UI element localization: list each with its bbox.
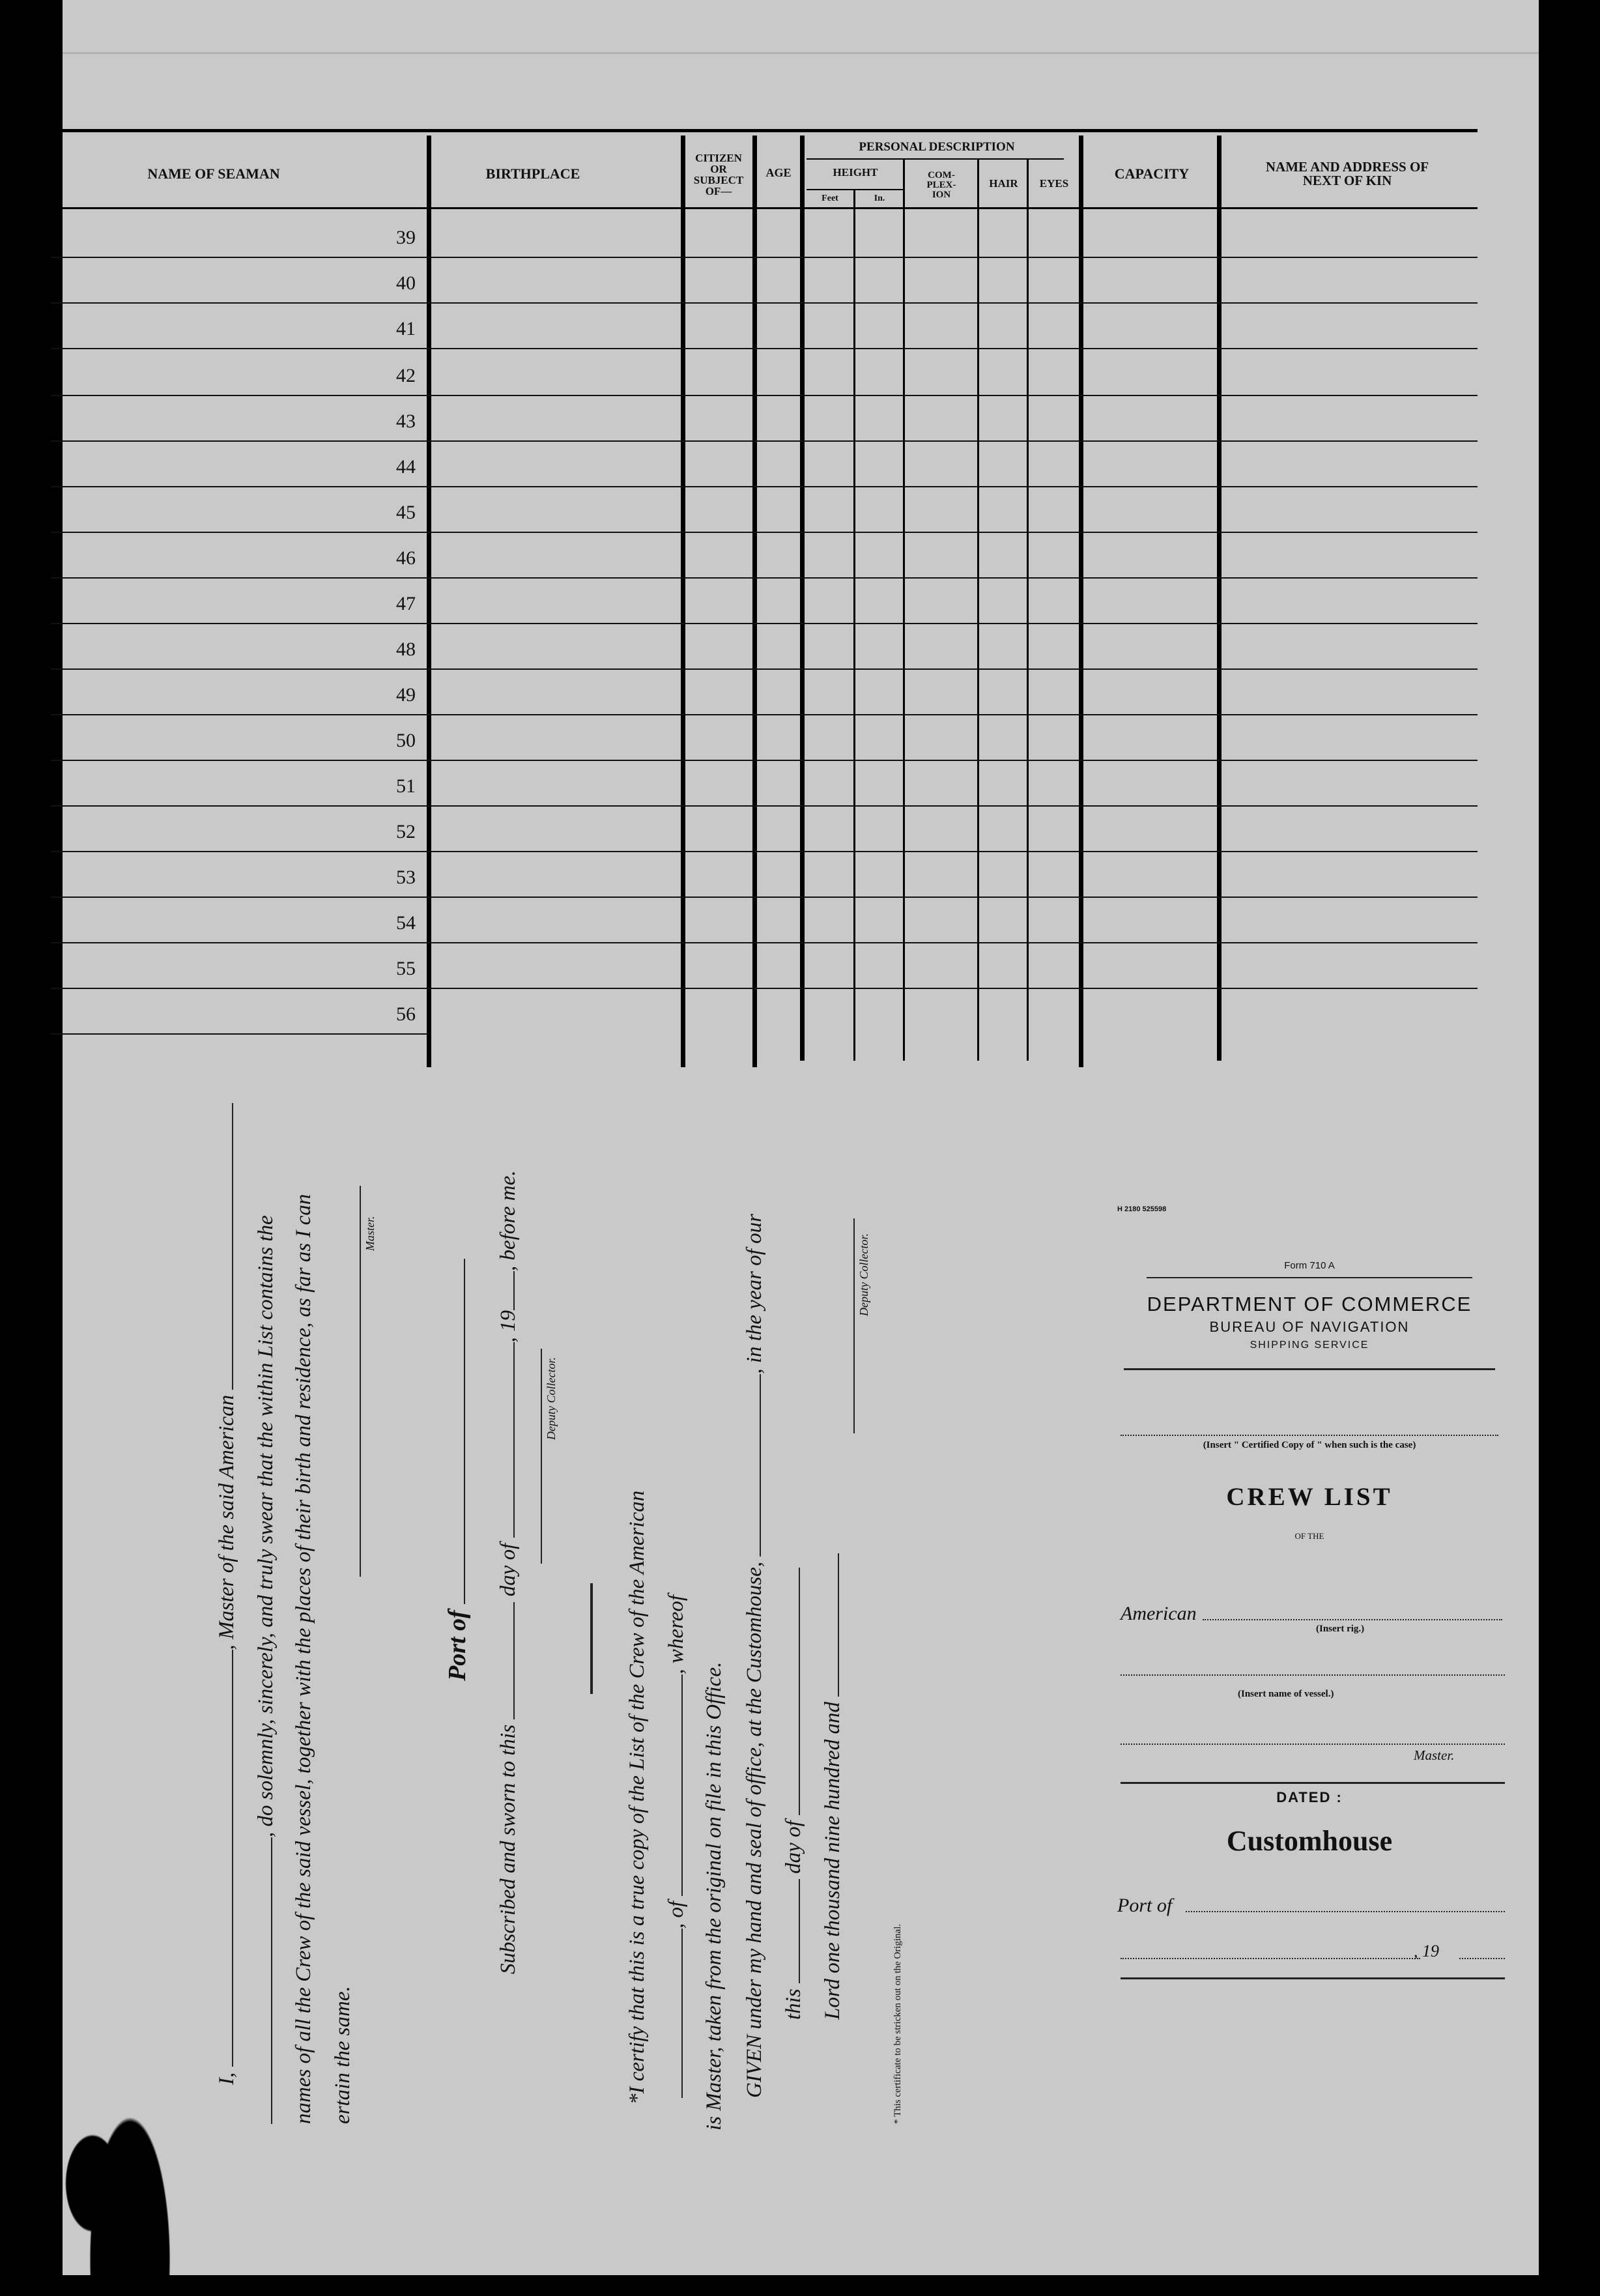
day-of-label: day of	[782, 1820, 805, 1874]
row-line	[51, 395, 1478, 396]
row-line	[51, 760, 1478, 761]
master-taken-line: is Master, taken from the original on file in this Office.	[702, 1661, 726, 2131]
cover-panel	[1107, 1205, 1511, 2020]
port-of-label: Port of	[444, 1610, 471, 1681]
col-line-citizen	[752, 136, 757, 1067]
section-divider	[590, 1583, 593, 1694]
row-number: 40	[396, 272, 416, 294]
row-number: 46	[396, 547, 416, 569]
subscribed-day-blank	[495, 1602, 515, 1719]
row-line	[51, 577, 1478, 579]
row-line	[51, 897, 1478, 898]
certify-line	[625, 1491, 650, 2104]
row-line	[51, 805, 1478, 807]
master-signature-label: Master.	[364, 1216, 377, 1251]
day-of-blank	[780, 1568, 800, 1815]
row-number: 53	[396, 867, 416, 888]
header-citizen-l3: SUBJECT	[693, 174, 744, 186]
row-line	[51, 714, 1478, 715]
customhouse-label: Customhouse	[1226, 1825, 1393, 1857]
row-number: 39	[396, 227, 416, 248]
rig-line	[1203, 1619, 1502, 1620]
header-capacity: CAPACITY	[1114, 165, 1190, 182]
form-number: Form 710 A	[1284, 1260, 1335, 1271]
dated-label: DATED :	[1276, 1789, 1343, 1805]
certify-vessel-blank	[663, 1929, 683, 2098]
certify-of-line	[663, 1595, 689, 2098]
given-blank	[741, 1374, 761, 1557]
header-complexion-l1: COM-	[928, 170, 955, 180]
row-number: 56	[396, 1003, 416, 1025]
crew-table	[51, 129, 1536, 1067]
header-complexion-l2: PLEX-	[926, 180, 956, 190]
deputy-collector-label-1: Deputy Collector.	[545, 1357, 558, 1440]
row-line	[51, 486, 1478, 487]
row-number: 51	[396, 775, 416, 797]
row-line	[51, 668, 1478, 670]
col-line-complexion	[977, 158, 979, 1061]
oath-line-1	[214, 1103, 239, 2085]
service-title: SHIPPING SERVICE	[1250, 1340, 1369, 1351]
master-label: Master.	[1414, 1747, 1455, 1763]
row-line	[51, 942, 1478, 943]
deputy-collector-line-2	[853, 1218, 855, 1433]
oath-swear-text: , do solemnly, sincerely, and truly swear that the within List contains the	[254, 1215, 278, 1837]
col-line-hair	[1027, 158, 1029, 1061]
header-feet: Feet	[821, 194, 838, 203]
row-number: 47	[396, 593, 416, 614]
certificate-footnote: * This certificate to be stricken out on the Original.	[893, 1923, 903, 2124]
master-line	[1121, 1744, 1505, 1745]
header-next-of-kin-l2: NEXT OF KIN	[1302, 173, 1392, 188]
subscribed-line	[495, 1170, 521, 1974]
year-label: , 19	[1414, 1942, 1439, 1960]
header-eyes: EYES	[1039, 177, 1069, 190]
oath-section	[195, 1134, 1029, 2131]
col-line-name	[427, 136, 431, 1067]
vessel-name-blank-2	[253, 1837, 272, 2124]
lord-text: Lord one thousand nine hundred and	[821, 1702, 844, 2020]
row-line	[51, 257, 1478, 258]
row-number: 49	[396, 684, 416, 706]
header-age: AGE	[765, 166, 792, 179]
col-line-inches	[903, 158, 905, 1061]
subscribed-year: , 19	[496, 1310, 520, 1343]
lord-line	[820, 1553, 845, 2020]
header-citizen-l4: OF—	[705, 185, 732, 197]
row-number: 43	[396, 410, 416, 432]
header-bottom-rule	[51, 207, 1478, 209]
col-line-feet	[853, 189, 855, 1061]
personal-underline	[807, 158, 1064, 160]
given-line	[741, 1214, 767, 2098]
port-line	[1186, 1911, 1505, 1912]
row-line	[51, 348, 1478, 349]
header-complexion-l3: ION	[932, 190, 951, 200]
header-citizen-l2: OR	[710, 163, 727, 175]
oath-i: I,	[215, 2072, 238, 2085]
row-line	[51, 851, 1478, 852]
row-line	[51, 302, 1478, 304]
form-rule-mid	[1124, 1368, 1495, 1370]
torn-edge	[63, 1969, 212, 2275]
col-line-age	[800, 136, 805, 1061]
department-title: DEPARTMENT OF COMMERCE	[1147, 1293, 1472, 1315]
given-year-of-our: , in the year of our	[743, 1214, 766, 1374]
certify-of: , of	[664, 1901, 688, 1929]
master-signature-line	[360, 1186, 361, 1577]
col-line-birthplace	[681, 136, 685, 1067]
form-rule-top	[1147, 1277, 1472, 1278]
header-complexion	[906, 171, 977, 200]
row-line	[51, 988, 1478, 989]
row-line	[51, 1033, 429, 1035]
cover-rule-dated	[1121, 1782, 1505, 1784]
header-citizen-l1: CITIZEN	[695, 152, 742, 164]
row-number: 55	[396, 958, 416, 979]
given-text: GIVEN under my hand and seal of office, at the Customhouse,	[743, 1561, 766, 2098]
top-rule	[51, 129, 1478, 132]
american-label: American	[1121, 1603, 1197, 1624]
row-line	[51, 440, 1478, 442]
port-of-label: Port of	[1117, 1895, 1173, 1916]
oath-line-4: ertain the same.	[331, 1986, 354, 2124]
header-inches: In.	[874, 194, 885, 203]
cover-rule-bottom	[1121, 1977, 1505, 1979]
header-hair: HAIR	[989, 177, 1018, 190]
insert-rig-note: (Insert rig.)	[1316, 1624, 1365, 1634]
deputy-collector-label-2: Deputy Collector.	[857, 1233, 870, 1316]
certify-port-blank	[663, 1674, 683, 1896]
row-number: 41	[396, 318, 416, 339]
certify-text: *I certify that this is a true copy of the List of the Crew of the American	[625, 1490, 649, 2104]
subscribed-text: Subscribed and sworn to this	[496, 1724, 520, 1974]
header-personal-description: PERSONAL DESCRIPTION	[859, 140, 1015, 154]
row-number: 42	[396, 365, 416, 386]
height-underline	[807, 189, 904, 190]
crew-list-title: CREW LIST	[1226, 1483, 1393, 1511]
vessel-blank	[214, 1103, 233, 1390]
col-line-eyes	[1079, 136, 1083, 1067]
row-number: 54	[396, 912, 416, 934]
lord-blank	[820, 1553, 839, 1697]
row-number: 45	[396, 502, 416, 523]
subscribed-year-blank	[495, 1271, 515, 1310]
oath-line-2	[253, 1215, 278, 2124]
year-line	[1459, 1958, 1505, 1959]
row-number: 44	[396, 456, 416, 478]
col-line-capacity	[1217, 136, 1221, 1061]
this-day-line	[780, 1568, 806, 2020]
insert-vessel-note: (Insert name of vessel.)	[1238, 1689, 1334, 1699]
paper-fold	[63, 52, 1539, 54]
subscribed-before-me: , before me.	[496, 1170, 520, 1271]
this-label: this	[782, 1988, 805, 2020]
row-line	[51, 532, 1478, 533]
insert-certified-copy-note: (Insert " Certified Copy of " when such is the case)	[1203, 1440, 1416, 1450]
certify-whereof: , whereof	[664, 1594, 688, 1674]
header-citizen	[683, 152, 754, 197]
subscribed-month-blank	[495, 1342, 515, 1538]
oath-master-american: , Master of the said American	[215, 1394, 238, 1650]
header-name-of-seaman: NAME OF SEAMAN	[147, 165, 280, 182]
deputy-collector-line-1	[541, 1349, 542, 1564]
header-next-of-kin	[1223, 160, 1471, 188]
oath-line-3: names of all the Crew of the said vessel, together with the places of their birth and residence, as far as I can	[292, 1194, 315, 2124]
row-number: 50	[396, 730, 416, 751]
certified-copy-line	[1121, 1435, 1498, 1436]
header-next-of-kin-l1: NAME AND ADDRESS OF	[1265, 159, 1429, 175]
row-line	[51, 623, 1478, 624]
vessel-name-line	[1121, 1674, 1505, 1676]
of-the-label: OF THE	[1294, 1531, 1324, 1541]
subscribed-day-of: day of	[496, 1543, 520, 1597]
print-code: H 2180 525598	[1117, 1205, 1167, 1213]
port-blank	[446, 1259, 465, 1604]
date-line	[1121, 1958, 1420, 1959]
bureau-title: BUREAU OF NAVIGATION	[1209, 1319, 1410, 1335]
header-height: HEIGHT	[833, 166, 878, 179]
header-birthplace: BIRTHPLACE	[485, 165, 580, 182]
master-name-blank	[214, 1650, 233, 2067]
row-number: 48	[396, 639, 416, 660]
port-of-line	[443, 1259, 472, 1681]
this-day-blank	[780, 1879, 800, 1983]
row-number: 52	[396, 821, 416, 842]
